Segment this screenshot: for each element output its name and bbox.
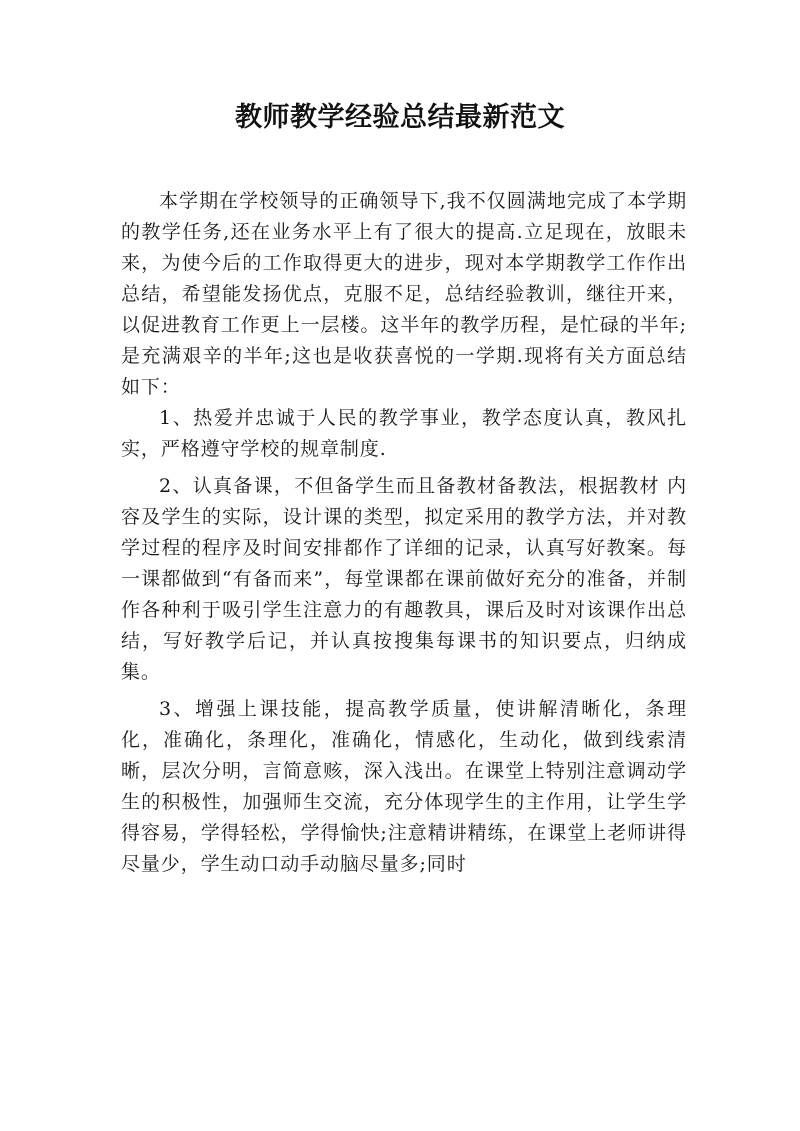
paragraph-item-2: 2、认真备课，不但备学生而且备教材备教法，根据教材 内容及学生的实际，设计课的类型，拟定采用的教学方法，并对教学过程的程序及时间安排都作了详细的记录，认真写好教案。每一课都做到“有备而来”，每堂课都在课前做好充分的准备，并制作各种利于吸引学生注意力的有趣教具，课后及时对该课作出总结，写好教学后记，并认真按搜集每课书的知识要点，归纳成集。 — [121, 475, 687, 683]
paragraph-item-3: 3、增强上课技能，提高教学质量，使讲解清晰化，条理化，准确化，条理化，准确化，情感化，生动化，做到线索清晰，层次分明，言简意赅，深入浅出。在课堂上特别注意调动学生的积极性，加强师生交流，充分体现学生的主作用，让学生学得容易，学得轻松，学得愉快;注意精讲精练，在课堂上老师讲得尽量少，学生动口动手动脑尽量多;同时 — [121, 698, 687, 875]
paragraph-item-1: 1、热爱并忠诚于人民的教学事业，教学态度认真，教风扎实，严格遵守学校的规章制度. — [121, 407, 687, 460]
paragraph-intro: 本学期在学校领导的正确领导下,我不仅圆满地完成了本学期的教学任务,还在业务水平上有了很大的提高.立足现在，放眼未来，为使今后的工作取得更大的进步，现对本学期教学工作作出总结，希望能发扬优点，克服不足，总结经验教训，继往开来，以促进教育工作更上一层楼。这半年的教学历程，是忙碌的半年;是充满艰辛的半年;这也是收获喜悦的一学期.现将有关方面总结如下： — [121, 190, 687, 398]
document-title: 教师教学经验总结最新范文 — [235, 102, 565, 133]
document-body — [121, 186, 687, 880]
